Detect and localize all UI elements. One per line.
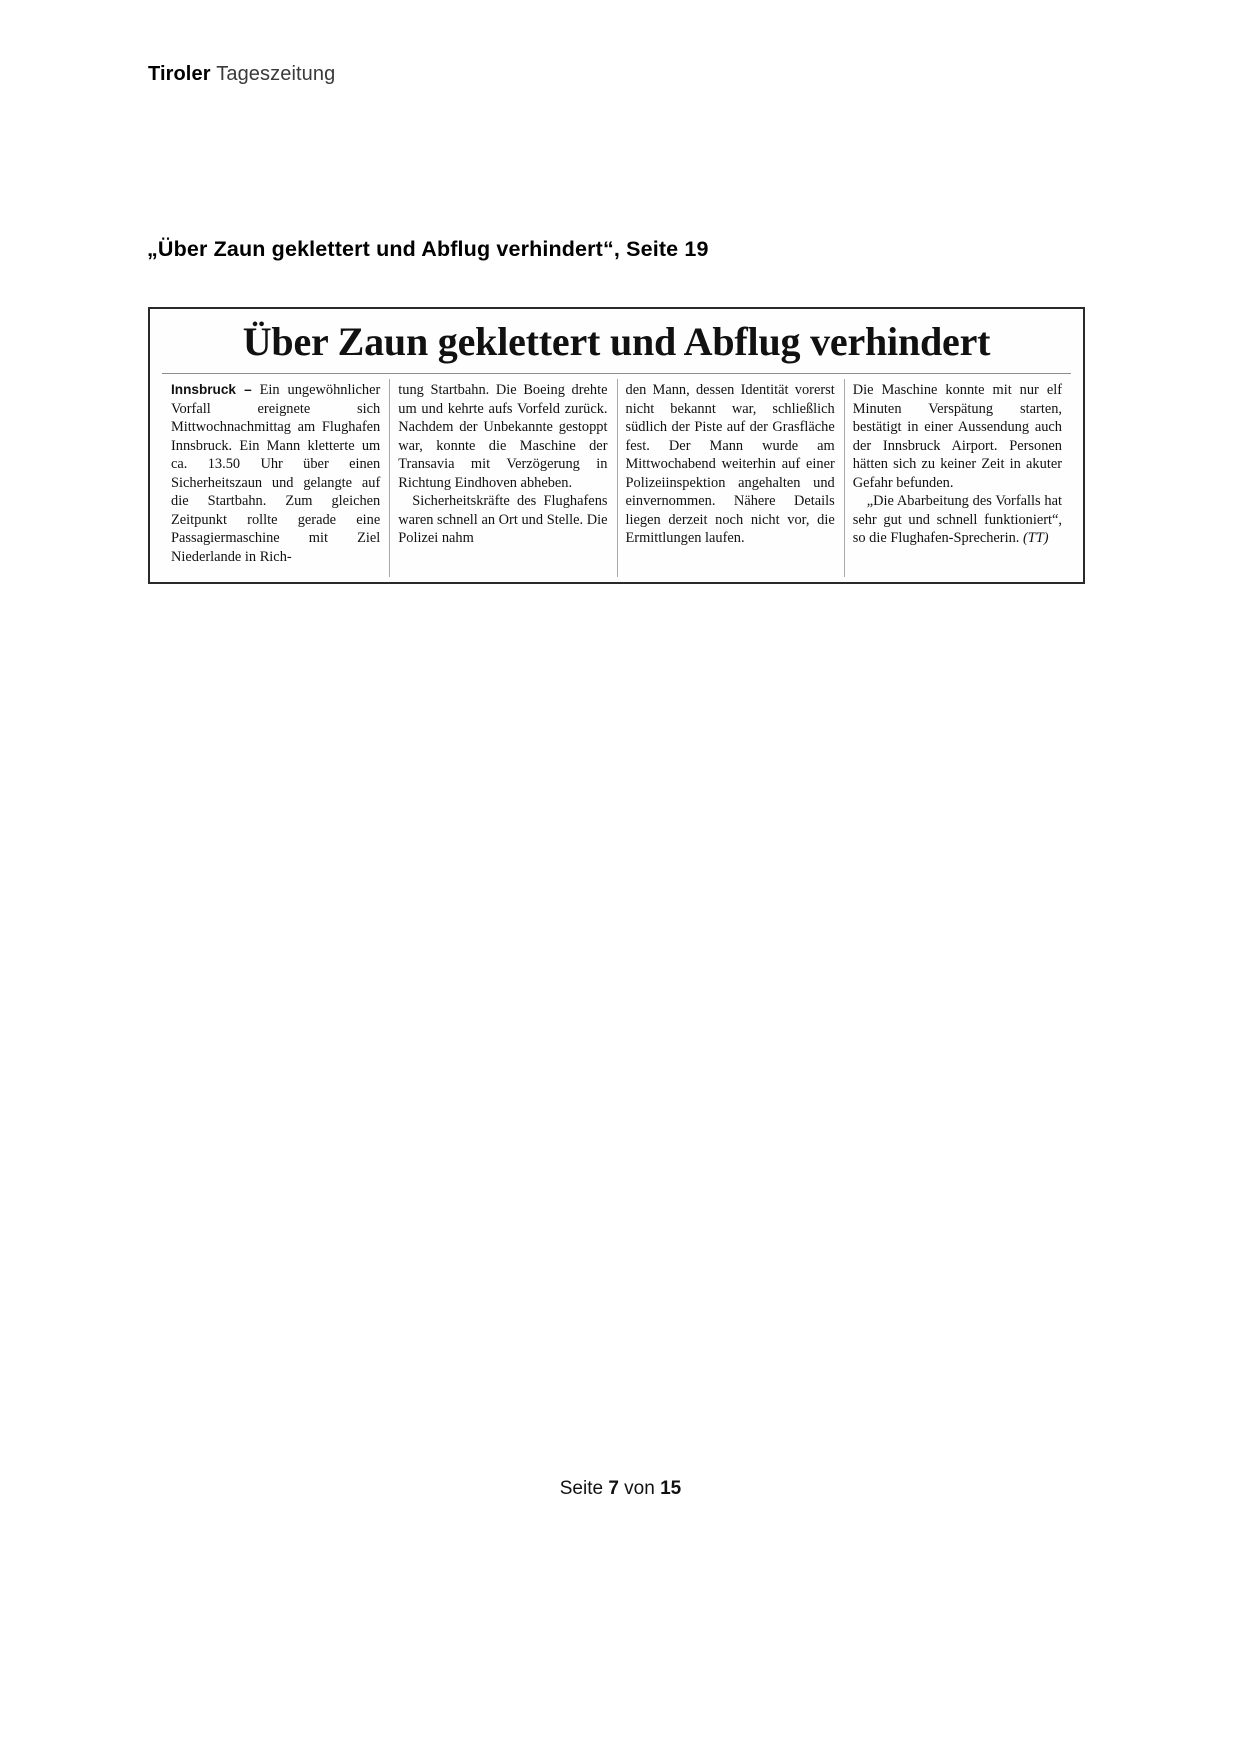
clipping-col2-para1: tung Startbahn. Die Boeing drehte um und kehrte aufs Vorfeld zurück. Nachdem der Unbekannte gestoppt war, konnte die Maschine der Transavia mit Verzögerung in Richtung Eindhoven abheben. [398, 382, 608, 491]
clipping-col3-para1: den Mann, dessen Identität vorerst nicht bekannt war, schließlich südlich der Piste auf der Grasfläche fest. Der Mann wurde am Mittwochabend weiterhin auf einer Polizeiinspektion angehalten und einvernommen. Nähere Details liegen derzeit noch nicht vor, die Ermittlungen laufen. [625, 382, 835, 546]
footer-prefix: Seite [559, 1478, 609, 1499]
clipping-divider [162, 373, 1071, 374]
clipping-col4-para2: „Die Abarbeitung des Vorfalls hat sehr gut und schnell funktioniert“, so die Flughafen-Sprecherin. [852, 493, 1062, 546]
publication-name-light: Tageszeitung [216, 63, 336, 85]
clipping-column-1 [162, 381, 389, 577]
document-header [148, 63, 335, 86]
clipping-dateline: Innsbruck – [171, 382, 252, 397]
newspaper-clipping [148, 307, 1085, 584]
clipping-column-3 [617, 381, 844, 577]
clipping-column-4 [844, 381, 1071, 577]
footer-total-pages: 15 [660, 1478, 682, 1499]
page-footer [0, 1478, 1241, 1500]
clipping-col2-para2: Sicherheitskräfte des Flughafens waren schnell an Ort und Stelle. Die Polizei nahm [398, 493, 608, 546]
footer-middle: von [618, 1478, 661, 1499]
clipping-headline: Über Zaun geklettert und Abflug verhindert [242, 319, 991, 364]
clipping-col4-para1: Die Maschine konnte mit nur elf Minuten Verspätung starten, bestätigt in einer Aussendung auch der Innsbruck Airport. Personen hätten sich zu keiner Zeit in akuter Gefahr befunden. [852, 382, 1062, 491]
article-caption: „Über Zaun geklettert und Abflug verhindert“, Seite 19 [147, 237, 709, 261]
clipping-column-2 [389, 381, 616, 577]
clipping-columns [162, 381, 1071, 577]
clipping-signature: (TT) [1023, 530, 1049, 546]
publication-name-bold: Tiroler [148, 63, 211, 85]
footer-page-number: 7 [608, 1478, 619, 1499]
clipping-col1-text: Ein ungewöhnlicher Vorfall ereignete sich Mittwochnachmittag am Flughafen Innsbruck. Ein Mann kletterte um ca. 13.50 Uhr über einen Sicherheitszaun und gelangte auf die Startbahn. Zum gleichen Zeitpunkt rollte gerade eine Passagiermaschine mit Ziel Niederlande in Rich- [171, 382, 381, 565]
